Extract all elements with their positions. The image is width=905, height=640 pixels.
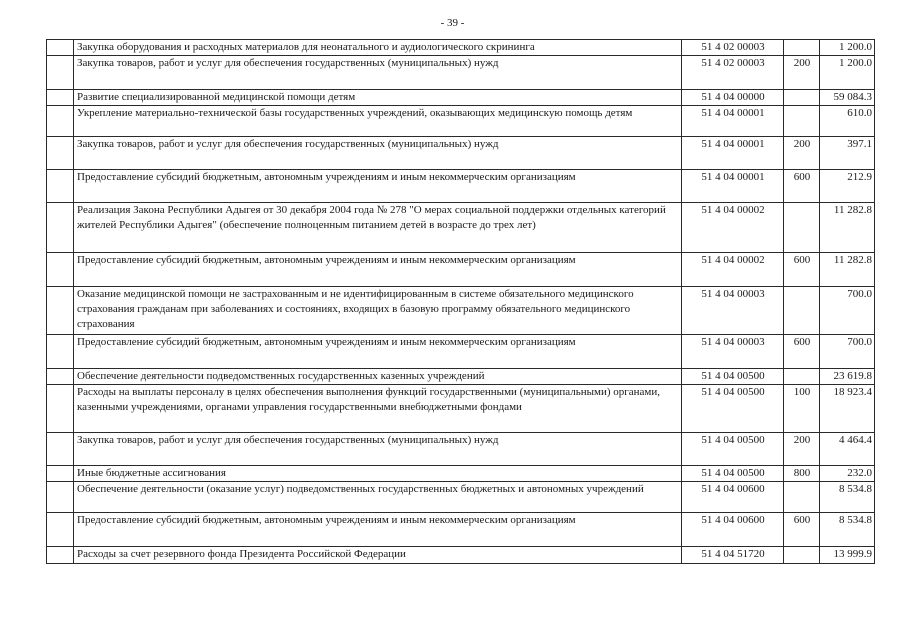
budget-table (46, 39, 875, 564)
row-code-cell: 51 4 04 00003 (682, 335, 784, 369)
row-expense-type-cell (784, 482, 820, 513)
row-expense-type-cell: 600 (784, 513, 820, 547)
row-expense-type-cell: 200 (784, 56, 820, 90)
row-code-cell: 51 4 04 00500 (682, 385, 784, 433)
row-code-cell: 51 4 04 00000 (682, 90, 784, 106)
table-row (47, 56, 875, 90)
row-amount-cell: 23 619.8 (820, 369, 875, 385)
row-margin-cell (47, 40, 74, 56)
row-amount-cell: 610.0 (820, 106, 875, 137)
row-margin-cell (47, 106, 74, 137)
row-margin-cell (47, 56, 74, 90)
table-row (47, 482, 875, 513)
table-row (47, 466, 875, 482)
row-margin-cell (47, 433, 74, 466)
row-margin-cell (47, 90, 74, 106)
row-name-cell: Обеспечение деятельности (оказание услуг) подведомственных государственных бюджетных и автономных учреждений (74, 482, 682, 513)
table-row (47, 287, 875, 335)
row-amount-cell: 397.1 (820, 137, 875, 170)
table-row (47, 369, 875, 385)
row-margin-cell (47, 203, 74, 253)
row-code-cell: 51 4 04 51720 (682, 547, 784, 564)
table-row (47, 335, 875, 369)
row-name-cell: Предоставление субсидий бюджетным, автономным учреждениям и иным некоммерческим организациям (74, 513, 682, 547)
row-amount-cell: 11 282.8 (820, 203, 875, 253)
row-amount-cell: 13 999.9 (820, 547, 875, 564)
row-amount-cell: 59 084.3 (820, 90, 875, 106)
row-amount-cell: 18 923.4 (820, 385, 875, 433)
row-name-cell: Расходы за счет резервного фонда Президента Российской Федерации (74, 547, 682, 564)
row-name-cell: Расходы на выплаты персоналу в целях обеспечения выполнения функций государственными (муниципальными) органами, казенными учреждениями, органами управления государственными внебюджетными фондами (74, 385, 682, 433)
row-code-cell: 51 4 02 00003 (682, 56, 784, 90)
row-expense-type-cell: 200 (784, 433, 820, 466)
row-code-cell: 51 4 04 00003 (682, 287, 784, 335)
row-amount-cell: 8 534.8 (820, 513, 875, 547)
row-name-cell: Обеспечение деятельности подведомственных государственных казенных учреждений (74, 369, 682, 385)
row-margin-cell (47, 253, 74, 287)
table-row (47, 433, 875, 466)
row-expense-type-cell (784, 287, 820, 335)
row-amount-cell: 11 282.8 (820, 253, 875, 287)
row-name-cell: Предоставление субсидий бюджетным, автономным учреждениям и иным некоммерческим организациям (74, 335, 682, 369)
table-row (47, 137, 875, 170)
row-amount-cell: 1 200.0 (820, 40, 875, 56)
row-name-cell: Закупка товаров, работ и услуг для обеспечения государственных (муниципальных) нужд (74, 433, 682, 466)
row-name-cell: Предоставление субсидий бюджетным, автономным учреждениям и иным некоммерческим организациям (74, 253, 682, 287)
row-code-cell: 51 4 04 00500 (682, 369, 784, 385)
row-expense-type-cell (784, 90, 820, 106)
table-row (47, 106, 875, 137)
row-expense-type-cell: 200 (784, 137, 820, 170)
row-margin-cell (47, 170, 74, 203)
row-name-cell: Укрепление материально-технической базы государственных учреждений, оказывающих медицинскую помощь детям (74, 106, 682, 137)
row-expense-type-cell: 100 (784, 385, 820, 433)
table-row (47, 253, 875, 287)
row-code-cell: 51 4 04 00001 (682, 170, 784, 203)
row-name-cell: Иные бюджетные ассигнования (74, 466, 682, 482)
row-amount-cell: 1 200.0 (820, 56, 875, 90)
row-amount-cell: 700.0 (820, 335, 875, 369)
budget-table-body (47, 40, 875, 564)
table-row (47, 513, 875, 547)
row-expense-type-cell: 600 (784, 253, 820, 287)
table-row (47, 40, 875, 56)
row-code-cell: 51 4 04 00001 (682, 106, 784, 137)
row-margin-cell (47, 466, 74, 482)
row-name-cell: Закупка товаров, работ и услуг для обеспечения государственных (муниципальных) нужд (74, 56, 682, 90)
row-expense-type-cell (784, 547, 820, 564)
row-amount-cell: 8 534.8 (820, 482, 875, 513)
page-number: - 39 - (440, 17, 465, 29)
row-name-cell: Развитие специализированной медицинской помощи детям (74, 90, 682, 106)
table-row (47, 547, 875, 564)
table-row (47, 385, 875, 433)
table-row (47, 170, 875, 203)
table-row (47, 203, 875, 253)
row-name-cell: Закупка оборудования и расходных материалов для неонатального и аудиологического скрининга (74, 40, 682, 56)
table-row (47, 90, 875, 106)
row-margin-cell (47, 287, 74, 335)
row-code-cell: 51 4 04 00500 (682, 466, 784, 482)
row-amount-cell: 700.0 (820, 287, 875, 335)
row-amount-cell: 4 464.4 (820, 433, 875, 466)
row-margin-cell (47, 335, 74, 369)
row-name-cell: Реализация Закона Республики Адыгея от 30 декабря 2004 года № 278 "О мерах социальной поддержки отдельных категорий жителей Республики Адыгея" (обеспечение полноценным питанием детей в возрасте до трех лет) (74, 203, 682, 253)
row-name-cell: Предоставление субсидий бюджетным, автономным учреждениям и иным некоммерческим организациям (74, 170, 682, 203)
row-code-cell: 51 4 04 00600 (682, 482, 784, 513)
row-margin-cell (47, 547, 74, 564)
row-expense-type-cell (784, 203, 820, 253)
row-expense-type-cell (784, 40, 820, 56)
row-expense-type-cell (784, 369, 820, 385)
row-code-cell: 51 4 02 00003 (682, 40, 784, 56)
row-expense-type-cell (784, 106, 820, 137)
row-margin-cell (47, 369, 74, 385)
row-amount-cell: 232.0 (820, 466, 875, 482)
row-expense-type-cell: 800 (784, 466, 820, 482)
row-expense-type-cell: 600 (784, 170, 820, 203)
row-code-cell: 51 4 04 00002 (682, 203, 784, 253)
row-code-cell: 51 4 04 00500 (682, 433, 784, 466)
row-name-cell: Оказание медицинской помощи не застрахованным и не идентифицированным в системе обязательного медицинского страхования гражданам при заболеваниях и состояниях, входящих в базовую программу обязательного медицинского страхования (74, 287, 682, 335)
row-expense-type-cell: 600 (784, 335, 820, 369)
row-margin-cell (47, 385, 74, 433)
row-amount-cell: 212.9 (820, 170, 875, 203)
row-code-cell: 51 4 04 00600 (682, 513, 784, 547)
row-margin-cell (47, 137, 74, 170)
row-margin-cell (47, 513, 74, 547)
row-code-cell: 51 4 04 00001 (682, 137, 784, 170)
row-code-cell: 51 4 04 00002 (682, 253, 784, 287)
row-name-cell: Закупка товаров, работ и услуг для обеспечения государственных (муниципальных) нужд (74, 137, 682, 170)
row-margin-cell (47, 482, 74, 513)
